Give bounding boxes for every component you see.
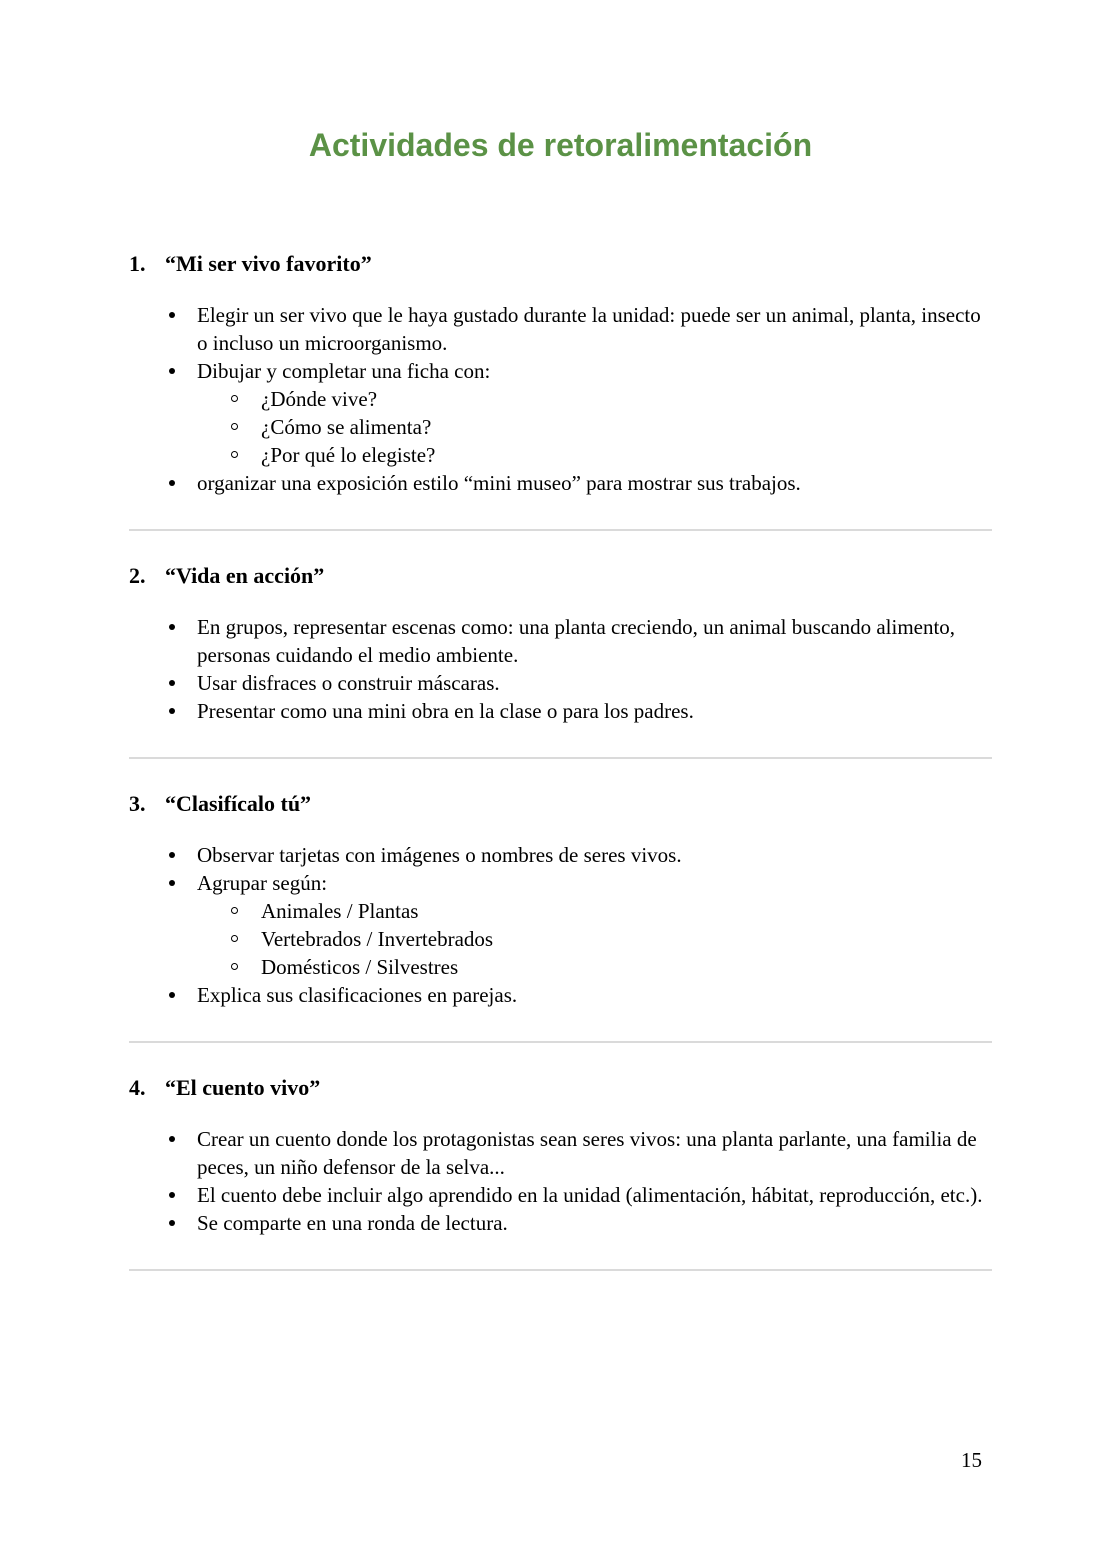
sub-list-item xyxy=(197,897,992,925)
section-number: 4. xyxy=(129,1075,146,1100)
list-item-text: Crear un cuento donde los protagonistas sean seres vivos: una planta parlante, una familia de peces, un niño defensor de la selva... xyxy=(197,1127,977,1179)
list-item-text: Dibujar y completar una ficha con: xyxy=(197,359,491,383)
bullet-dot-icon xyxy=(169,624,175,630)
sub-list-item-text: Animales / Plantas xyxy=(261,899,419,923)
list-item-text: organizar una exposición estilo “mini museo” para mostrar sus trabajos. xyxy=(197,471,801,495)
section-heading-text: “El cuento vivo” xyxy=(165,1075,321,1100)
circle-bullet-icon xyxy=(231,907,238,914)
section-heading-text: “Mi ser vivo favorito” xyxy=(165,251,372,276)
sub-list-item xyxy=(197,441,992,469)
document-page xyxy=(0,128,1113,1568)
section-vida-en-accion xyxy=(129,563,992,725)
section-divider xyxy=(129,529,992,531)
list-item-text: Se comparte en una ronda de lectura. xyxy=(197,1211,508,1235)
list-item xyxy=(129,1209,992,1237)
page-number: 15 xyxy=(961,1448,982,1472)
bullet-dot-icon xyxy=(169,992,175,998)
bullet-dot-icon xyxy=(169,1192,175,1198)
bullet-list xyxy=(129,1125,992,1237)
section-el-cuento-vivo xyxy=(129,1075,992,1237)
section-clasificalo-tu xyxy=(129,791,992,1009)
section-divider xyxy=(129,757,992,759)
circle-bullet-icon xyxy=(231,395,238,402)
sub-list-item xyxy=(197,413,992,441)
list-item-text: El cuento debe incluir algo aprendido en la unidad (alimentación, hábitat, reproducción, etc.). xyxy=(197,1183,983,1207)
list-item-text: Agrupar según: xyxy=(197,871,328,895)
list-item xyxy=(129,613,992,669)
bullet-list xyxy=(129,301,992,497)
section-divider xyxy=(129,1041,992,1043)
sub-list-item-text: ¿Dónde vive? xyxy=(261,387,378,411)
list-item xyxy=(129,697,992,725)
bullet-dot-icon xyxy=(169,680,175,686)
circle-bullet-icon xyxy=(231,451,238,458)
sub-list-item-text: Vertebrados / Invertebrados xyxy=(261,927,494,951)
circle-bullet-icon xyxy=(231,935,238,942)
section-heading xyxy=(129,251,992,277)
list-item-text: Observar tarjetas con imágenes o nombres de seres vivos. xyxy=(197,843,682,867)
list-item xyxy=(129,869,992,981)
list-item-text: Elegir un ser vivo que le haya gustado durante la unidad: puede ser un animal, planta, insecto o incluso un microorganismo. xyxy=(197,303,981,355)
sub-list-item-text: ¿Por qué lo elegiste? xyxy=(261,443,436,467)
circle-bullet-icon xyxy=(231,963,238,970)
list-item xyxy=(129,469,992,497)
list-item xyxy=(129,841,992,869)
section-mi-ser-vivo-favorito xyxy=(129,251,992,497)
list-item-text: Presentar como una mini obra en la clase o para los padres. xyxy=(197,699,694,723)
bullet-dot-icon xyxy=(169,312,175,318)
list-item xyxy=(129,301,992,357)
bullet-dot-icon xyxy=(169,480,175,486)
list-item xyxy=(129,669,992,697)
section-heading xyxy=(129,563,992,589)
bullet-dot-icon xyxy=(169,368,175,374)
list-item xyxy=(129,1125,992,1181)
sub-list-item xyxy=(197,385,992,413)
bullet-dot-icon xyxy=(169,1220,175,1226)
section-number: 1. xyxy=(129,251,146,276)
bullet-dot-icon xyxy=(169,1136,175,1142)
list-item-text: Explica sus clasificaciones en parejas. xyxy=(197,983,518,1007)
list-item xyxy=(129,981,992,1009)
bullet-list xyxy=(129,841,992,1009)
document-title: Actividades de retoralimentación xyxy=(308,127,813,163)
sub-bullet-list xyxy=(197,385,992,469)
sub-list-item xyxy=(197,925,992,953)
bullet-list xyxy=(129,613,992,725)
list-item xyxy=(129,1181,992,1209)
list-item xyxy=(129,357,992,469)
section-number: 3. xyxy=(129,791,146,816)
section-heading xyxy=(129,791,992,817)
bullet-dot-icon xyxy=(169,708,175,714)
list-item-text: Usar disfraces o construir máscaras. xyxy=(197,671,500,695)
bullet-dot-icon xyxy=(169,880,175,886)
sub-list-item xyxy=(197,953,992,981)
section-heading-text: “Clasifícalo tú” xyxy=(165,791,312,816)
sub-list-item-text: Domésticos / Silvestres xyxy=(261,955,459,979)
sub-bullet-list xyxy=(197,897,992,981)
list-item-text: En grupos, representar escenas como: una planta creciendo, un animal buscando alimento, personas cuidando el medio ambiente. xyxy=(197,615,956,667)
section-divider xyxy=(129,1269,992,1271)
sub-list-item-text: ¿Cómo se alimenta? xyxy=(261,415,432,439)
section-heading-text: “Vida en acción” xyxy=(165,563,325,588)
bullet-dot-icon xyxy=(169,852,175,858)
section-number: 2. xyxy=(129,563,146,588)
circle-bullet-icon xyxy=(231,423,238,430)
section-heading xyxy=(129,1075,992,1101)
